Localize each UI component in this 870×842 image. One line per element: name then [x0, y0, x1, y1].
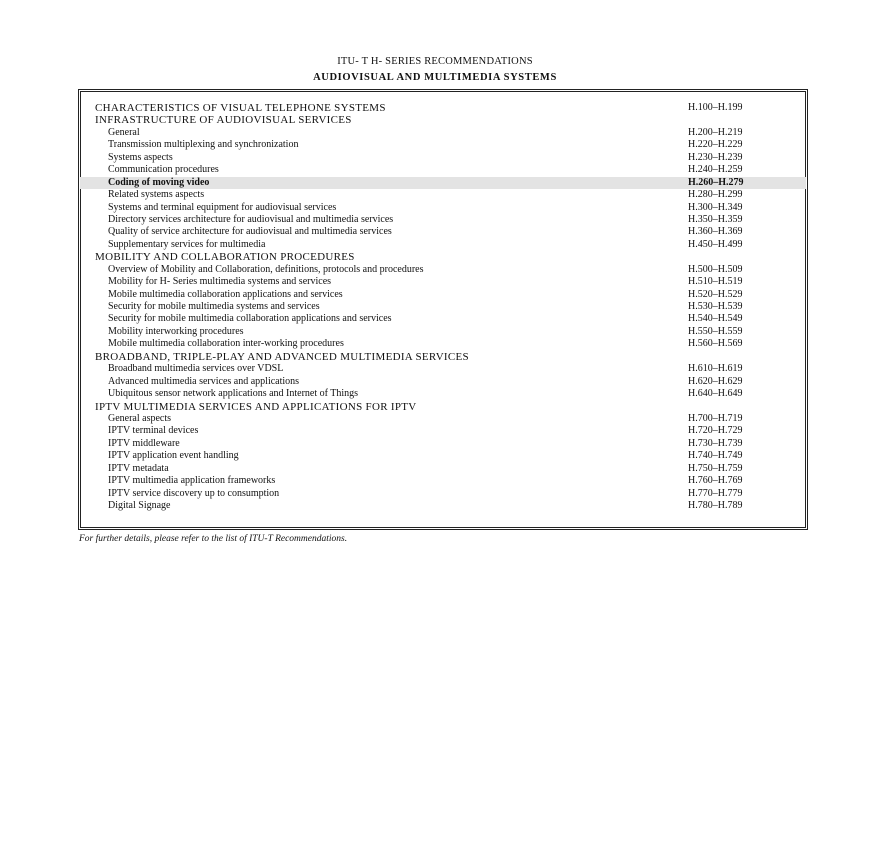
- table-row: [80, 127, 806, 139]
- table-row: [80, 425, 806, 437]
- page-subtitle: AUDIOVISUAL AND MULTIMEDIA SYSTEMS: [313, 72, 557, 83]
- table-row: [80, 301, 806, 313]
- row-range: H.550–H.559: [688, 325, 743, 337]
- row-label: Systems aspects: [108, 151, 173, 163]
- row-range: H.510–H.519: [688, 276, 743, 288]
- page-title: ITU- T H- SERIES RECOMMENDATIONS: [337, 56, 533, 67]
- row-label: Digital Signage: [108, 500, 171, 511]
- row-label: Overview of Mobility and Collaboration, definitions, protocols and procedures: [108, 263, 424, 275]
- recommendations-table: [80, 102, 806, 512]
- row-range: H.220–H.229: [688, 139, 743, 151]
- row-label: Quality of service architecture for audiovisual and multimedia services: [108, 226, 392, 238]
- table-row: [80, 475, 806, 487]
- section-heading-row: [80, 114, 806, 126]
- row-label: Advanced multimedia services and applications: [108, 375, 300, 387]
- row-range: H.300–H.349: [688, 201, 743, 213]
- table-row: [80, 413, 806, 425]
- row-label: Transmission multiplexing and synchronization: [108, 139, 299, 151]
- table-row: [80, 500, 806, 512]
- section-heading-row: [80, 401, 806, 413]
- table-row: [80, 338, 806, 350]
- row-label: Supplementary services for multimedia: [108, 238, 266, 250]
- row-range: H.520–H.529: [688, 288, 743, 300]
- table-row: [80, 177, 806, 189]
- row-label: Mobile multimedia collaboration inter-working procedures: [108, 338, 344, 350]
- table-row: [80, 289, 806, 301]
- table-row: [80, 488, 806, 500]
- row-range: H.720–H.729: [688, 425, 743, 437]
- row-label: Related systems aspects: [108, 189, 205, 201]
- row-range: H.750–H.759: [688, 462, 743, 474]
- row-range: H.230–H.239: [688, 151, 743, 163]
- table-row: [80, 152, 806, 164]
- row-range: H.360–H.369: [688, 226, 743, 238]
- row-label: Ubiquitous sensor network applications and Internet of Things: [108, 388, 359, 400]
- table-row: [80, 264, 806, 276]
- row-label: Security for mobile multimedia collaboration applications and services: [108, 313, 392, 325]
- row-range: H.540–H.549: [688, 313, 743, 325]
- row-range: H.560–H.569: [688, 338, 743, 350]
- row-range: H.780–H.789: [688, 500, 743, 511]
- row-range: H.770–H.779: [688, 487, 743, 499]
- row-range: H.350–H.359: [688, 213, 743, 225]
- row-range: H.740–H.749: [688, 450, 743, 462]
- row-label: IPTV terminal devices: [108, 425, 199, 437]
- row-label: General: [108, 126, 140, 138]
- footnote: For further details, please refer to the list of ITU-T Recommendations.: [79, 534, 348, 544]
- table-row: [80, 226, 806, 238]
- row-range: H.620–H.629: [688, 375, 743, 387]
- row-label: Systems and terminal equipment for audiovisual services: [108, 201, 337, 213]
- row-label: Directory services architecture for audiovisual and multimedia services: [108, 213, 394, 225]
- table-row: [80, 189, 806, 201]
- table-row: [80, 388, 806, 400]
- table-row: [80, 239, 806, 251]
- table-row: [80, 202, 806, 214]
- row-label: Mobility interworking procedures: [108, 325, 244, 337]
- row-range: H.730–H.739: [688, 437, 743, 449]
- row-range: H.760–H.769: [688, 475, 743, 487]
- table-row: [80, 214, 806, 226]
- row-label: IPTV service discovery up to consumption: [108, 487, 280, 499]
- table-row: [80, 139, 806, 151]
- row-label: Coding of moving video: [108, 176, 210, 188]
- section-heading-row: [80, 251, 806, 263]
- row-range: H.100–H.199: [688, 102, 743, 113]
- row-range: H.610–H.619: [688, 363, 743, 375]
- table-row: [80, 363, 806, 375]
- row-range: H.530–H.539: [688, 301, 743, 312]
- row-label: Security for mobile multimedia systems and services: [108, 301, 320, 312]
- row-label: Communication procedures: [108, 164, 219, 176]
- row-range: H.700–H.719: [688, 412, 743, 424]
- section-heading-row: [80, 351, 806, 363]
- row-label: General aspects: [108, 412, 172, 424]
- row-range: H.640–H.649: [688, 388, 743, 400]
- row-label: IPTV multimedia application frameworks: [108, 475, 276, 487]
- table-row: [80, 164, 806, 176]
- section-heading: MOBILITY AND COLLABORATION PROCEDURES: [95, 251, 355, 264]
- row-label: IPTV application event handling: [108, 450, 239, 462]
- row-range: H.450–H.499: [688, 238, 743, 250]
- row-range: H.260–H.279: [688, 176, 744, 188]
- table-row: [80, 313, 806, 325]
- table-row: [80, 450, 806, 462]
- section-heading: INFRASTRUCTURE OF AUDIOVISUAL SERVICES: [95, 114, 352, 127]
- row-range: H.500–H.509: [688, 263, 743, 275]
- section-heading-row: [80, 102, 806, 114]
- table-row: [80, 438, 806, 450]
- row-range: H.240–H.259: [688, 164, 743, 176]
- table-row: [80, 326, 806, 338]
- section-heading: CHARACTERISTICS OF VISUAL TELEPHONE SYSTEMS: [95, 102, 386, 114]
- row-label: IPTV metadata: [108, 462, 169, 474]
- row-range: H.280–H.299: [688, 189, 743, 201]
- table-row: [80, 276, 806, 288]
- section-heading: IPTV MULTIMEDIA SERVICES AND APPLICATIONS FOR IPTV: [95, 400, 417, 413]
- row-label: Mobile multimedia collaboration applications and services: [108, 288, 343, 300]
- row-label: Mobility for H- Series multimedia systems and services: [108, 276, 332, 288]
- row-range: H.200–H.219: [688, 126, 743, 138]
- section-heading: BROADBAND, TRIPLE-PLAY AND ADVANCED MULTIMEDIA SERVICES: [95, 350, 469, 363]
- table-row: [80, 463, 806, 475]
- table-row: [80, 376, 806, 388]
- row-label: IPTV middleware: [108, 437, 180, 449]
- row-label: Broadband multimedia services over VDSL: [108, 363, 284, 375]
